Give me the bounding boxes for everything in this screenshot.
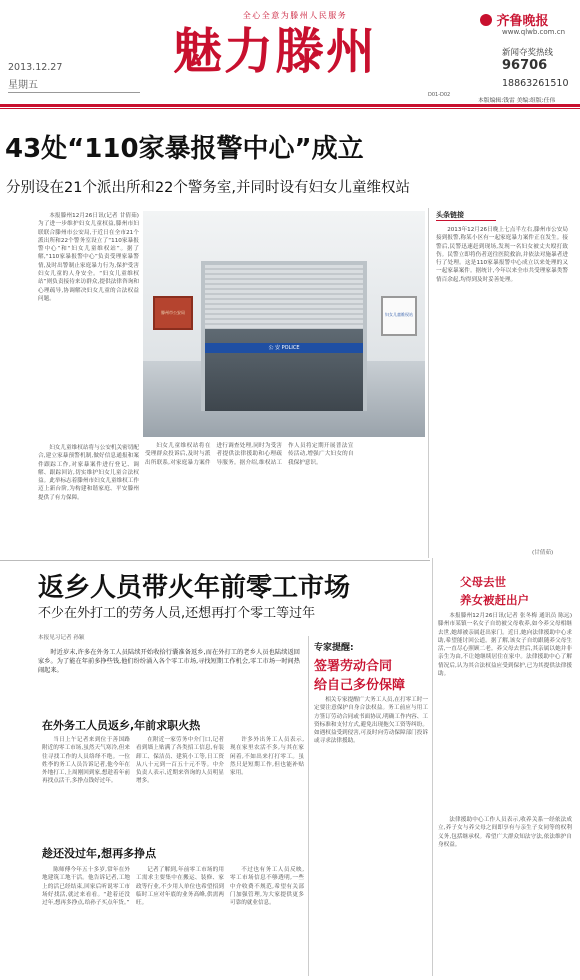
section2-title: 趁还没过年,想再多挣点	[42, 847, 157, 860]
section2-col1	[42, 866, 130, 972]
s1c1-paragraph: 当日上午记者来到位于善国路附近的零工市场,虽然天气寒冷,但来往寻找工作的人员络绎不绝。一位姓李的务工人员告诉记者,他今年在外地打工,上周刚回到家,想趁着年前再找点活干,多挣点钱好过年。	[42, 737, 130, 785]
s1c3-paragraph: 许多外出务工人员表示,现在家里农活不多,与其在家闲着,不如出来打打零工。虽然只是短期工作,但也能补贴家用。	[230, 737, 304, 777]
section1-col3	[230, 736, 304, 838]
section1-title: 在外务工人员返乡,年前求职火热	[42, 719, 201, 732]
lead-col1-paragraph: 本报滕州12月26日讯(记者 甘倩茹) 为了进一步维护妇女儿童权益,滕州市妇联联合滕州市公安局,于近日在全市21个派出所和22个警务室设立了“110家暴报警中心”和“妇女儿童维权站”。据了解,“110家暴报警中心”负责受理家暴警情,及时出警制止家庭暴力行为,保护受害妇女儿童的人身安全。“妇女儿童维权站”则负责接待来访群众,提供法律咨询和心理疏导,协调解决妇女儿童的合法权益问题。	[38, 213, 139, 302]
left-plaque: 滕州市公安局	[153, 296, 193, 330]
side-paragraph-2: 法律援助中心工作人员表示,收养关系一经依法成立,养子女与养父母之间即享有与亲生子女同等的权利义务,包括继承权。希望广大群众知法守法,依法维护自身权益。	[438, 817, 572, 848]
lead-column-3	[145, 442, 425, 554]
lead-col3-paragraph: 妇女儿童维权站将在受理群众投诉后,及时与派出所联系,对家庭暴力案件进行调查处理,同时为受害者提供法律援助和心理疏导服务。据介绍,维权站工作人员将定期开展普法宣传活动,增强广大妇女的自我保护意识。	[145, 443, 354, 466]
newspaper-logo	[480, 10, 570, 28]
s1c2-paragraph: 在附近一家劳务中介门口,记者看到墙上贴满了各类招工信息,有装卸工、保洁员、建筑小工等,日工资从八十元到一百五十元不等。中介负责人表示,近期来咨询的人员明显增多。	[136, 737, 224, 785]
second-subheadline: 不少在外打工的劳务人员,还想再打个零工等过年	[38, 606, 316, 621]
weekday: 星期五	[8, 80, 38, 91]
expert-text	[314, 696, 428, 972]
logo-text: 齐鲁晚报	[496, 14, 549, 29]
side-text-2	[438, 816, 572, 972]
section2-col3	[230, 866, 304, 972]
masthead: 魅力滕州	[172, 22, 377, 80]
lead-col1b-paragraph: 妇女儿童维权站将与公安机关密切配合,建立家暴预警机制,做好信息通报和案件跟踪工作,对家暴案件进行登记、调解、跟踪回访,切实维护妇女儿童合法权益。此举标志着滕州市妇女儿童维权工作迈上新台阶,为构建和谐家庭、平安滕州提供了有力保障。	[38, 445, 139, 501]
issue-date: 2013.12.27	[8, 62, 63, 73]
header-rule-left	[8, 92, 140, 93]
page-code: D01-D02	[428, 92, 451, 98]
second-byline: 本报见习记者 孙颖	[38, 635, 85, 641]
s2c3-paragraph: 不过也有务工人员反映,零工市场信息不够透明,一些中介收费不规范,希望有关部门加强管理,为大家提供更多可靠的就业信息。	[230, 867, 304, 907]
right-plaque: 妇女儿童维权站	[381, 296, 417, 336]
section-rule	[0, 560, 430, 561]
lead-subheadline: 分别设在21个派出所和22个警务室,并同时设有妇女儿童维权站	[6, 180, 411, 196]
photo-door	[201, 261, 367, 411]
logo-icon	[480, 14, 492, 26]
s2c2-paragraph: 记者了解到,年前零工市场的用工需求主要集中在搬运、装修、家政等行业,不少用人单位也希望招到临时工应对年底的业务高峰,供需两旺。	[136, 867, 224, 907]
website: www.qlwb.com.cn	[502, 28, 565, 36]
section2-col2	[136, 866, 224, 972]
section1-col1	[42, 736, 130, 838]
header-red-thin-bar	[0, 108, 580, 109]
editor-line: 本版编辑:钱雷 美编:组版:任伟	[478, 98, 556, 104]
side-headline-1: 父母去世	[460, 575, 506, 589]
tagline: 全心全意为滕州人民服务	[242, 11, 348, 20]
hotline-number: 96706	[502, 58, 548, 73]
second-headline: 返乡人员带火年前零工市场	[38, 573, 351, 603]
lead-column-1b	[38, 444, 139, 554]
expert-title: 签署劳动合同	[314, 659, 393, 674]
expert-label: 专家提醒:	[314, 643, 354, 653]
side-headline-2: 养女被赶出户	[460, 593, 529, 607]
lead-sidebar-column	[436, 226, 568, 548]
side-text	[438, 612, 572, 812]
lead-divider	[428, 208, 429, 558]
expert-title-2: 给自己多份保障	[314, 678, 406, 693]
lead-photo	[143, 211, 425, 437]
intro-paragraph: 时近岁末,许多在外务工人员陆续开始收拾行囊准备返乡,而在外打工的老乡人员也陆续返回家乡。为了能在年前多挣些钱,他们纷纷涌入各个零工市场,寻找短期工作机会,零工市场一时间热闹起来。	[38, 649, 300, 674]
second-intro	[38, 648, 300, 690]
section1-col2	[136, 736, 224, 838]
header-red-bar	[0, 104, 580, 107]
expert-divider	[308, 636, 309, 976]
police-stripe: 公 安 POLICE	[205, 343, 363, 353]
hotline-label: 新闻夺奖热线	[502, 48, 554, 58]
sidebar-paragraph: 2013年12月26日晚上七点半左右,滕州市公安局接到报警,称某小区有一起家庭暴力案件正在发生。接警后,民警迅速赶到现场,发现一名妇女被丈夫殴打致伤。民警立即将伤者送往医院救治,并依法对施暴者进行了处理。这是110家暴报警中心成立以来处理的又一起家暴案件。据统计,今年以来全市共受理家暴类警情百余起,均得到及时妥善处理。	[436, 227, 568, 283]
lead-author: (甘倩茹)	[532, 550, 554, 556]
s2c1-paragraph: 陈师傅今年五十多岁,常年在外地建筑工地干活。他告诉记者,工地上的活已经结束,回家后听说零工市场好找活,就过来看看。“趁着还没过年,想再多挣点,给孙子买点年货。”	[42, 867, 130, 907]
phone-number: 18863261510	[502, 78, 569, 89]
side-paragraph: 本报滕州12月26日讯(记者 张冬梅 通讯员 陈远) 滕州市某镇一名女子自幼被父母收养,如今养父母相继去世,她却被亲属赶出家门。近日,她向法律援助中心求助,希望能讨回公道。据了解,该女子自幼跟随养父母生活,一直尽心照顾二老。养父母去世后,其亲属以她并非亲生为由,不让她继续居住在家中。法律援助中心了解情况后,认为其合法权益应受到保护,已为其提供法律援助。	[438, 613, 572, 678]
lead-column-1	[38, 212, 139, 438]
side-divider	[432, 558, 433, 976]
lead-headline: 43处“110家暴报警中心”成立	[5, 134, 364, 164]
expert-paragraph: 相关专家提醒广大务工人员,在打零工时一定要注意保护自身合法权益。务工前应与用工方签订劳动合同或书面协议,明确工作内容、工资标准和支付方式,避免出现拖欠工资等纠纷。如遇权益受到侵害,可及时向劳动保障部门投诉或寻求法律援助。	[314, 697, 428, 745]
sidebar-label: 头条链接	[436, 211, 464, 219]
